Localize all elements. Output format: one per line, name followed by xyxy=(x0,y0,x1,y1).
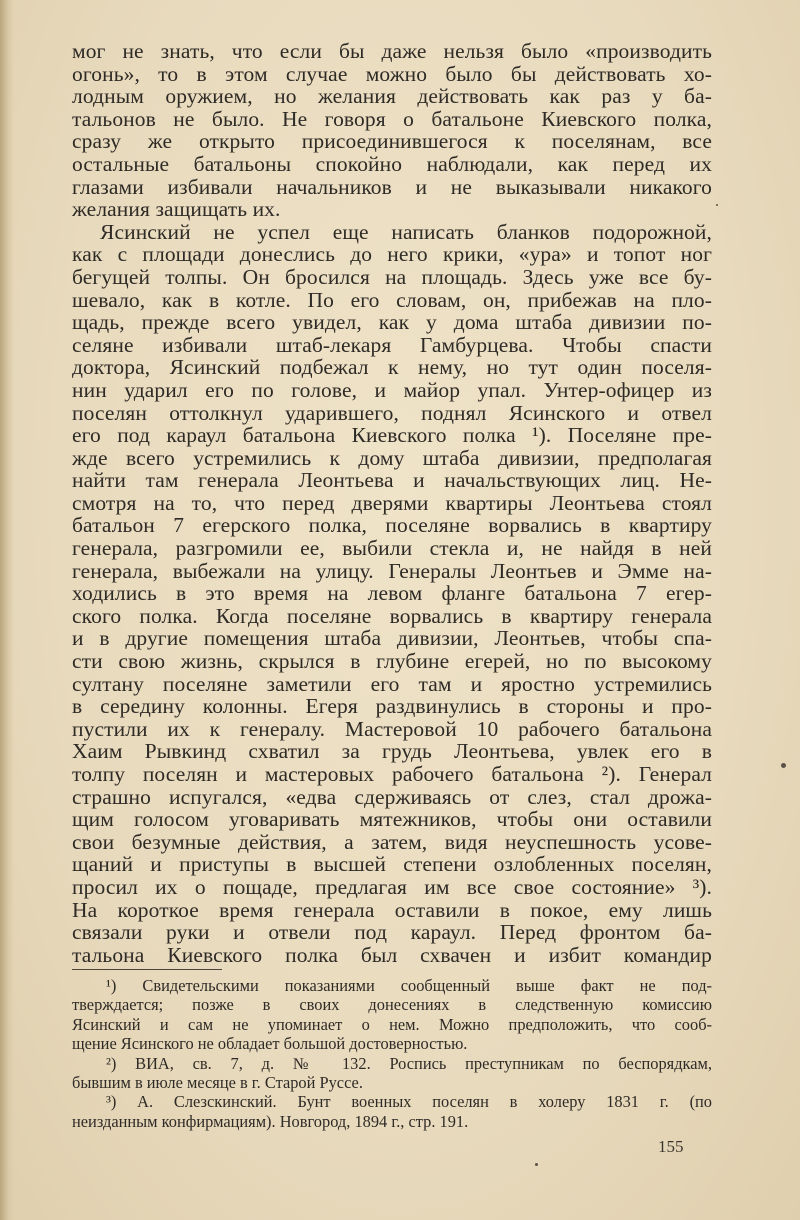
page-number: 155 xyxy=(658,1137,684,1156)
text-line: свои безумные действия, а затем, видя неуспешность усове- xyxy=(72,829,712,854)
footnote-line: ¹) Свидетельскими показаниями сообщенный выше факт не под- xyxy=(106,976,712,995)
text-line: сразу же открыто присоединившегося к поселянам, все xyxy=(72,129,712,154)
text-line: щадь, прежде всего увидел, как у дома штаба дивизии по- xyxy=(72,310,712,335)
text-line: пустили их к генералу. Мастеровой 10 рабочего батальона xyxy=(72,716,712,741)
text-line: в середину колонны. Егеря раздвинулись в стороны и про- xyxy=(72,694,712,719)
text-line: и в другие помещения штаба дивизии, Леонтьев, чтобы спа- xyxy=(72,626,712,651)
footnote-line: бывшим в июле месяце в г. Старой Руссе. xyxy=(72,1072,363,1092)
text-line: щим голосом уговаривать мятежников, чтобы они оставили xyxy=(72,807,712,832)
text-line: тальона Киевского полка был схвачен и избит командир xyxy=(72,942,712,967)
text-line: его под караул батальона Киевского полка ¹). Поселяне пре- xyxy=(72,423,712,448)
text-line: связали руки и отвели под караул. Перед фронтом ба- xyxy=(72,920,712,945)
text-line: поселян оттолкнул ударившего, поднял Ясинского и отвел xyxy=(72,400,712,425)
text-line: толпу поселян и мастеровых рабочего батальона ²). Генерал xyxy=(72,762,712,786)
paragraph-start-line: Ясинский не успел еще написать бланков подорожной, xyxy=(100,219,712,244)
paper-speck xyxy=(716,204,718,206)
text-line: просил их о пощаде, предлагая им все свое состояние» ³). xyxy=(72,874,712,899)
main-text xyxy=(72,40,712,966)
text-line: Хаим Рывкинд схватил за грудь Леонтьева, увлек его в xyxy=(72,739,712,764)
text-line: генерала, разгромили ее, выбили стекла и, не найдя в ней xyxy=(72,536,712,561)
text-line: бегущей толпы. Он бросился на площадь. Здесь уже все бу- xyxy=(72,264,712,289)
text-line: желания защищать их. xyxy=(72,197,281,222)
text-line: генерала, выбежали на улицу. Генералы Леонтьев и Эмме на- xyxy=(72,558,712,583)
text-line: нин ударил его по голове, и майор упал. Унтер-офицер из xyxy=(72,377,712,402)
text-line: жде всего устремились к дому штаба дивизии, предполагая xyxy=(72,445,712,470)
footnote-divider xyxy=(72,969,222,970)
text-line: найти там генерала Леонтьева и начальствующих лиц. Не- xyxy=(72,468,712,493)
text-line: доктора, Ясинский подбежал к нему, но тут один поселя- xyxy=(72,355,712,380)
text-line: лодным оружием, но желания действовать как раз у ба- xyxy=(72,84,712,109)
footnote-line: щение Ясинского не обладает большой достоверностью. xyxy=(72,1034,468,1054)
text-line: шевало, как в котле. По его словам, он, прибежав на пло- xyxy=(72,287,712,312)
text-line: огонь», то в этом случае можно было бы действовать хо- xyxy=(72,61,712,86)
text-line: как с площади донеслись до него крики, «ура» и топот ног xyxy=(72,242,712,267)
paper-speck xyxy=(535,1163,538,1166)
footnote-line: ²) ВИА, св. 7, д. № 132. Роспись преступникам по беспорядкам, xyxy=(106,1053,712,1073)
text-line: остальные батальоны спокойно наблюдали, как перед их xyxy=(72,151,712,176)
text-line: сти свою жизнь, скрылся в глубине егерей, но по высокому xyxy=(72,649,712,674)
footnote-line: тверждается; позже в своих донесениях в следственную комиссию xyxy=(72,995,712,1015)
text-line: глазами избивали начальников и не выказывали никакого xyxy=(72,174,712,199)
text-line: ходились в это время на левом фланге батальона 7 егер- xyxy=(72,581,712,606)
footnote-line: Ясинский и сам не упоминает о нем. Можно предположить, что сооб- xyxy=(72,1014,712,1034)
footnotes xyxy=(72,976,712,1131)
text-line: смотря на то, что перед дверями квартиры Леонтьева стоял xyxy=(72,490,712,515)
text-line: ского полка. Когда поселяне ворвались в квартиру генерала xyxy=(72,603,712,628)
text-line: мог не знать, что если бы даже нельзя было «производить xyxy=(72,39,712,63)
text-line: селяне избивали штаб-лекаря Гамбурцева. Чтобы спасти xyxy=(72,332,712,357)
text-line: щаний и приступы в высшей степени озлобленных поселян, xyxy=(72,852,712,877)
text-line: султану поселяне заметили его там и яростно устремились xyxy=(72,671,712,696)
text-line: батальон 7 егерского полка, поселяне ворвались в квартиру xyxy=(72,513,712,538)
footnote-line: ³) А. Слезскинский. Бунт военных поселян в холеру 1831 г. (по xyxy=(106,1092,712,1112)
page-gutter-shadow xyxy=(0,0,14,1220)
footnote-line: неизданным конфирмациям). Новгород, 1894 г., стр. 191. xyxy=(72,1111,469,1131)
paper-speck xyxy=(781,763,786,768)
text-line: На короткое время генерала оставили в покое, ему лишь xyxy=(72,897,712,922)
text-line: тальонов не было. Не говоря о батальоне Киевского полка, xyxy=(72,106,712,131)
text-line: страшно испугался, «едва сдерживаясь от слез, стал дрожа- xyxy=(72,784,712,809)
